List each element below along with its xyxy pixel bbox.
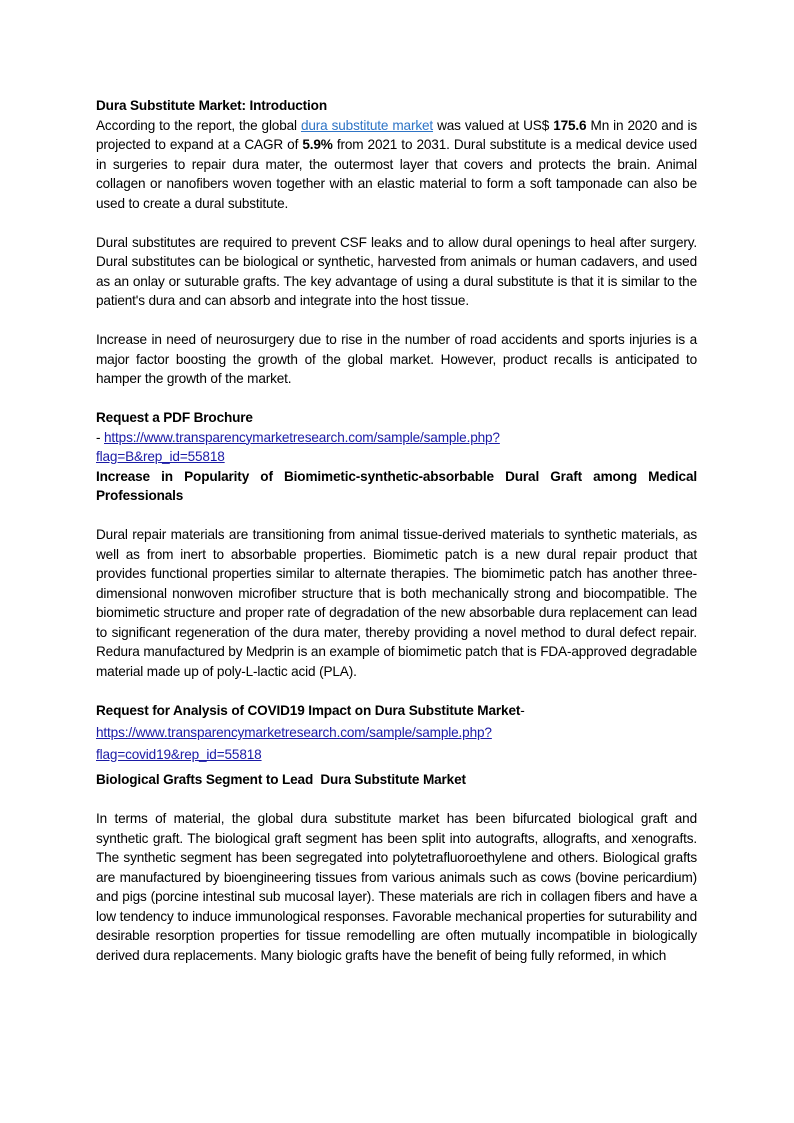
brochure-link-line-2 <box>96 447 697 467</box>
covid-link-line <box>96 723 697 743</box>
biomimetic-paragraph: Dural repair materials are transitioning from animal tissue-derived materials to synthetic materials, as well as from inert to absorbable properties. Biomimetic patch is a new dural repair product that provides functional properties similar to alternate therapies. The biomimetic patch has another three-dimensional nonwoven microfiber structure that is both mechanically strong and biocompatible. The biomimetic structure and proper rate of degradation of the new absorbable dura replacement can lead to significant regeneration of the dura mater, thereby providing a novel method to dural defect repair. Redura manufactured by Medprin is an example of biomimetic patch that is FDA-approved degradable material made up of poly-L-lactic acid (PLA). <box>96 527 697 679</box>
intro-paragraph-1 <box>96 116 697 214</box>
cagr-value: 5.9% <box>302 137 333 152</box>
spacer <box>96 506 697 526</box>
biomimetic-heading: Increase in Popularity of Biomimetic-synthetic-absorbable Dural Graft among Medical Professionals <box>96 468 697 503</box>
spacer <box>96 389 697 409</box>
market-value: 175.6 <box>553 117 587 133</box>
intro-paragraph-2: Dural substitutes are required to prevent CSF leaks and to allow dural openings to heal after surgery. Dural substitutes can be biological or synthetic, harvested from animals or human cadavers, and used as an onlay or suturable grafts. The key advantage of using a dural substitute is that it is similar to the patient's dura and can absorb and integrate into the host tissue. <box>96 234 697 308</box>
covid-heading-line <box>96 701 697 721</box>
covid-dash: - <box>520 702 525 718</box>
brochure-dash: - <box>96 429 105 445</box>
brochure-url-link-cont[interactable]: flag=B&rep_id=55818 <box>96 449 225 464</box>
intro-text-d: from 2021 to 2031. Dural substitute is a medical device used in surgeries to repair dura mater, the outermost layer that covers and protects the brain. Animal collagen or nanofibers woven together with an elastic material to form a soft tamponade can also be used to create a dural substitute. <box>96 137 697 211</box>
brochure-link-line <box>96 428 697 448</box>
biological-heading: Biological Grafts Segment to Lead Dura Substitute Market <box>96 772 466 787</box>
intro-heading: Dura Substitute Market: Introduction <box>96 98 327 113</box>
spacer <box>96 311 697 331</box>
biological-paragraph: In terms of material, the global dura substitute market has been bifurcated biological graft and synthetic graft. The biological graft segment has been split into autografts, allografts, and xenografts. The synthetic segment has been segregated into polytetrafluoroethylene and others. Biological grafts are manufactured by bioengineering tissues from various animals such as cows (bovine pericardium) and pigs (porcine intestinal sub mucosal layer). These materials are rich in collagen fibers and have a low tendency to induce immunological responses. Favorable mechanical properties for suturability and desirable resorption properties for tissue remodelling are often mutually incompatible in biologically derived dura replacements. Many biologic grafts have the benefit of being fully reformed, in which <box>96 811 697 963</box>
covid-url-link-cont[interactable]: flag=covid19&rep_id=55818 <box>96 746 262 762</box>
dura-substitute-market-link[interactable]: dura substitute market <box>300 117 434 133</box>
intro-text-c: Mn in 2020 and is projected to expand at a CAGR of <box>96 117 697 152</box>
covid-heading: Request for Analysis of COVID19 Impact on Dura Substitute Market <box>96 702 521 718</box>
covid-link-line-2 <box>96 745 697 765</box>
brochure-url-link[interactable]: https://www.transparencymarketresearch.com/sample/sample.php? <box>104 429 500 445</box>
brochure-heading: Request a PDF Brochure <box>96 410 253 425</box>
spacer <box>96 213 697 233</box>
covid-url-link[interactable]: https://www.transparencymarketresearch.com/sample/sample.php? <box>96 725 492 740</box>
intro-text-a: According to the report, the global <box>96 117 301 133</box>
intro-text-b: was valued at US$ <box>433 117 554 133</box>
spacer <box>96 790 697 810</box>
spacer <box>96 681 697 701</box>
document-page <box>96 96 697 965</box>
intro-paragraph-3: Increase in need of neurosurgery due to rise in the number of road accidents and sports injuries is a major factor boosting the growth of the global market. However, product recalls is anticipated to hamper the growth of the market. <box>96 332 697 386</box>
